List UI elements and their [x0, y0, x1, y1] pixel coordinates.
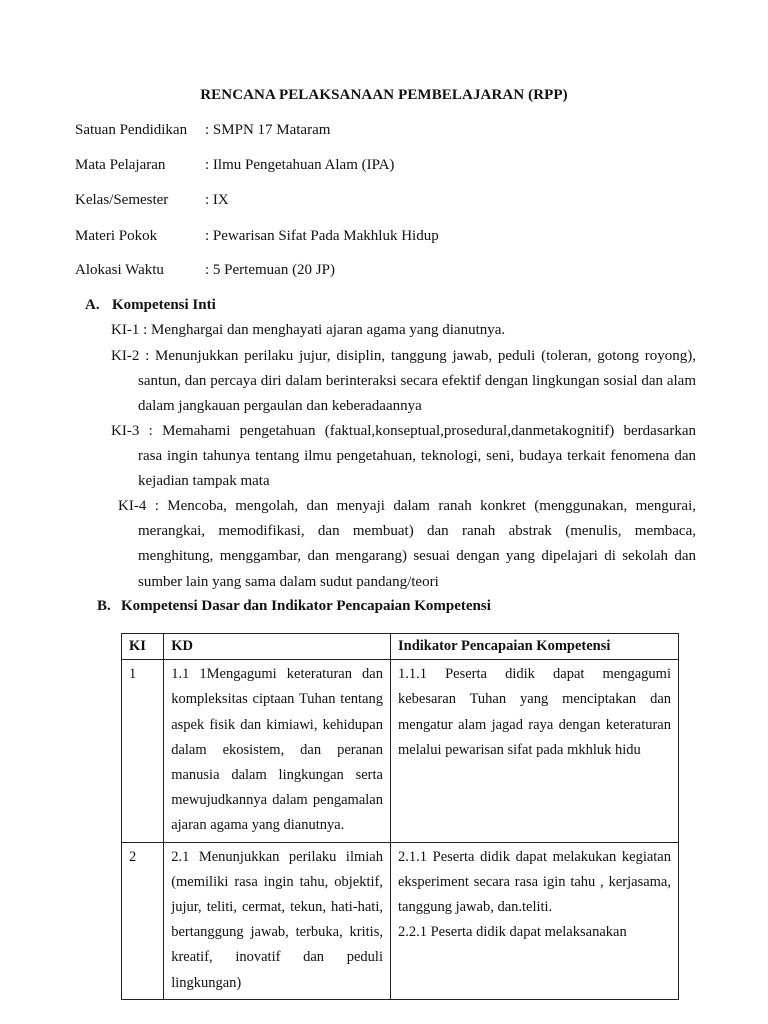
section-letter: B. — [97, 598, 111, 614]
cell-kd: 1.1 1Mengagumi keteraturan dan kompleksitas ciptaan Tuhan tentang aspek fisik dan kimiawi, kehidupan dalam ekosistem, dan peranan manusia dalam lingkungan serta mewujudkannya dalam pengamalan ajaran agama yang dianutnya. — [164, 660, 391, 842]
meta-label: Alokasi Waktu — [75, 262, 164, 278]
header-kd: KD — [164, 634, 391, 660]
meta-value: : 5 Pertemuan (20 JP) — [205, 262, 335, 278]
meta-label: Materi Pokok — [75, 228, 158, 244]
meta-value: : Ilmu Pengetahuan Alam (IPA) — [205, 157, 395, 173]
table-header-row — [122, 634, 679, 660]
table-row — [122, 842, 679, 999]
ki-2: KI-2 : Menunjukkan perilaku jujur, disiplin, tanggung jawab, peduli (toleran, gotong royong), santun, dan percaya diri dalam berinteraksi secara efektif dengan lingkungan sosial dan alam dalam jangkauan pergaulan dan keberadaannya — [111, 348, 696, 415]
meta-value: : IX — [205, 192, 229, 208]
meta-label: Satuan Pendidikan — [75, 122, 188, 138]
indikator-item: 1.1.1 Peserta didik dapat mengagumi kebesaran Tuhan yang menciptakan dan mengatur alam jagad raya dengan keteraturan melalui pewarisan sifat pada mkhluk hidu — [397, 666, 671, 758]
table-row — [122, 660, 679, 842]
section-title: Kompetensi Inti — [112, 297, 216, 313]
cell-indikator — [390, 842, 678, 999]
section-a-heading — [85, 297, 216, 314]
meta-value: : Pewarisan Sifat Pada Makhluk Hidup — [205, 228, 439, 244]
ki-4: KI-4 : Mencoba, mengolah, dan menyaji dalam ranah konkret (menggunakan, mengurai, merangkai, memodifikasi, dan membuat) dan ranah abstrak (menulis, membaca, menghitung, menggambar, dan mengarang) sesuai dengan yang dipelajari di sekolah dan sumber lain yang sama dalam sudut pandang/teori — [118, 498, 696, 590]
meta-label: Mata Pelajaran — [75, 157, 166, 173]
kd-indikator-table — [121, 633, 679, 1000]
section-letter: A. — [85, 297, 100, 313]
meta-value: : SMPN 17 Mataram — [205, 122, 331, 138]
indikator-item: 2.1.1 Peserta didik dapat melakukan kegiatan eksperiment secara rasa igin tahu , kerjasama, tanggung jawab, dan.teliti. — [397, 848, 671, 916]
cell-kd: 2.1 Menunjukkan perilaku ilmiah (memiliki rasa ingin tahu, objektif, jujur, teliti, cermat, tekun, hati-hati, bertanggung jawab, terbuka, kritis, kreatif, inovatif dan peduli lingkungan) — [164, 842, 391, 999]
cell-ki: 2 — [122, 842, 164, 999]
meta-label: Kelas/Semester — [75, 192, 169, 208]
ki-3: KI-3 : Memahami pengetahuan (faktual,konseptual,prosedural,danmetakognitif) berdasarkan rasa ingin tahunya tentang ilmu pengetahuan, teknologi, seni, budaya terkait fenomena dan kejadian tampak mata — [111, 423, 696, 490]
document-title: RENCANA PELAKSANAAN PEMBELAJARAN (RPP) — [200, 87, 568, 103]
header-indikator: Indikator Pencapaian Kompetensi — [390, 634, 678, 660]
section-b-heading — [97, 598, 491, 615]
ki-1: KI-1 : Menghargai dan menghayati ajaran agama yang dianutnya. — [111, 322, 506, 338]
section-title: Kompetensi Dasar dan Indikator Pencapaian Kompetensi — [121, 598, 491, 614]
cell-indikator — [390, 660, 678, 842]
header-ki: KI — [122, 634, 164, 660]
cell-ki: 1 — [122, 660, 164, 842]
indikator-item: 2.2.1 Peserta didik dapat melaksanakan — [397, 924, 627, 941]
